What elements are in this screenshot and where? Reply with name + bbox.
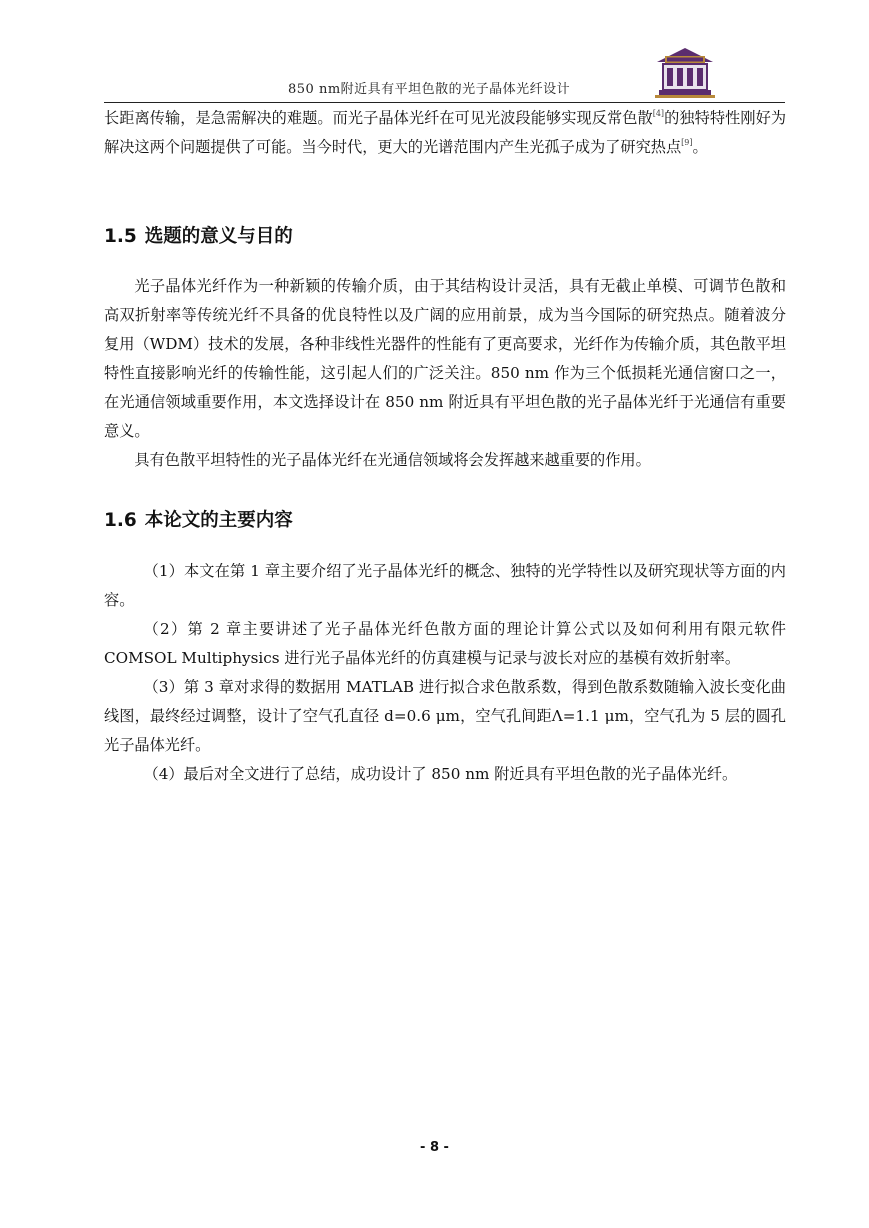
section-number: 1.5	[104, 226, 137, 247]
university-crest-logo	[653, 44, 717, 100]
section-number: 1.6	[104, 510, 137, 531]
list-item: （3）第 3 章对求得的数据用 MATLAB 进行拟合求色散系数，得到色散系数随输入波长变化曲线图，最终经过调整，设计了空气孔直径 d=0.6 μm，空气孔间距Λ=1.1 μm，空气孔为 5 层的圆孔光子晶体光纤。	[104, 678, 786, 754]
section-title: 本论文的主要内容	[144, 510, 293, 531]
list-item: （1）本文在第 1 章主要介绍了光子晶体光纤的概念、独特的光学特性以及研究现状等方面的内容。	[104, 562, 786, 609]
section-heading-1-5	[104, 222, 293, 248]
paragraph: 具有色散平坦特性的光子晶体光纤在光通信领域将会发挥越来越重要的作用。	[134, 451, 651, 469]
list-item: （4）最后对全文进行了总结，成功设计了 850 nm 附近具有平坦色散的光子晶体光纤。	[143, 765, 738, 783]
intro-text-2: 的独特特性刚好为解决这两个问题提供了可能。当今时代，更大的光谱范围内产生光孤子成为了研究热点	[104, 109, 786, 156]
citation-9: [9]	[681, 138, 693, 147]
paragraph: 光子晶体光纤作为一种新颖的传输介质，由于其结构设计灵活，具有无截止单模、可调节色散和高双折射率等传统光纤不具备的优良特性以及广阔的应用前景，成为当今国际的研究热点。随着波分复用（WDM）技术的发展，各种非线性光器件的性能有了更高要求，光纤作为传输介质，其色散平坦特性直接影响光纤的传输性能，这引起人们的广泛关注。850 nm 作为三个低损耗光通信窗口之一，在光通信领域重要作用，本文选择设计在 850 nm 附近具有平坦色散的光子晶体光纤于光通信有重要意义。	[104, 277, 786, 440]
intro-text-end: 。	[692, 138, 708, 156]
intro-text-1: 长距离传输，是急需解决的难题。而光子晶体光纤在可见光波段能够实现反常色散	[104, 109, 653, 127]
citation-4: [4]	[652, 109, 665, 118]
section-title: 选题的意义与目的	[144, 226, 293, 247]
page-number: - 8 -	[420, 1140, 449, 1155]
header-rule	[104, 102, 785, 103]
section-1-6-body	[104, 557, 786, 789]
intro-paragraph	[104, 104, 786, 162]
list-item: （2）第 2 章主要讲述了光子晶体光纤色散方面的理论计算公式以及如何利用有限元软件 COMSOL Multiphysics 进行光子晶体光纤的仿真建模与记录与波长对应的基模有效折射率。	[104, 620, 786, 667]
section-heading-1-6	[104, 506, 293, 532]
running-header-title: 850 nm附近具有平坦色散的光子晶体光纤设计	[288, 82, 571, 97]
section-1-5-body	[104, 272, 786, 475]
